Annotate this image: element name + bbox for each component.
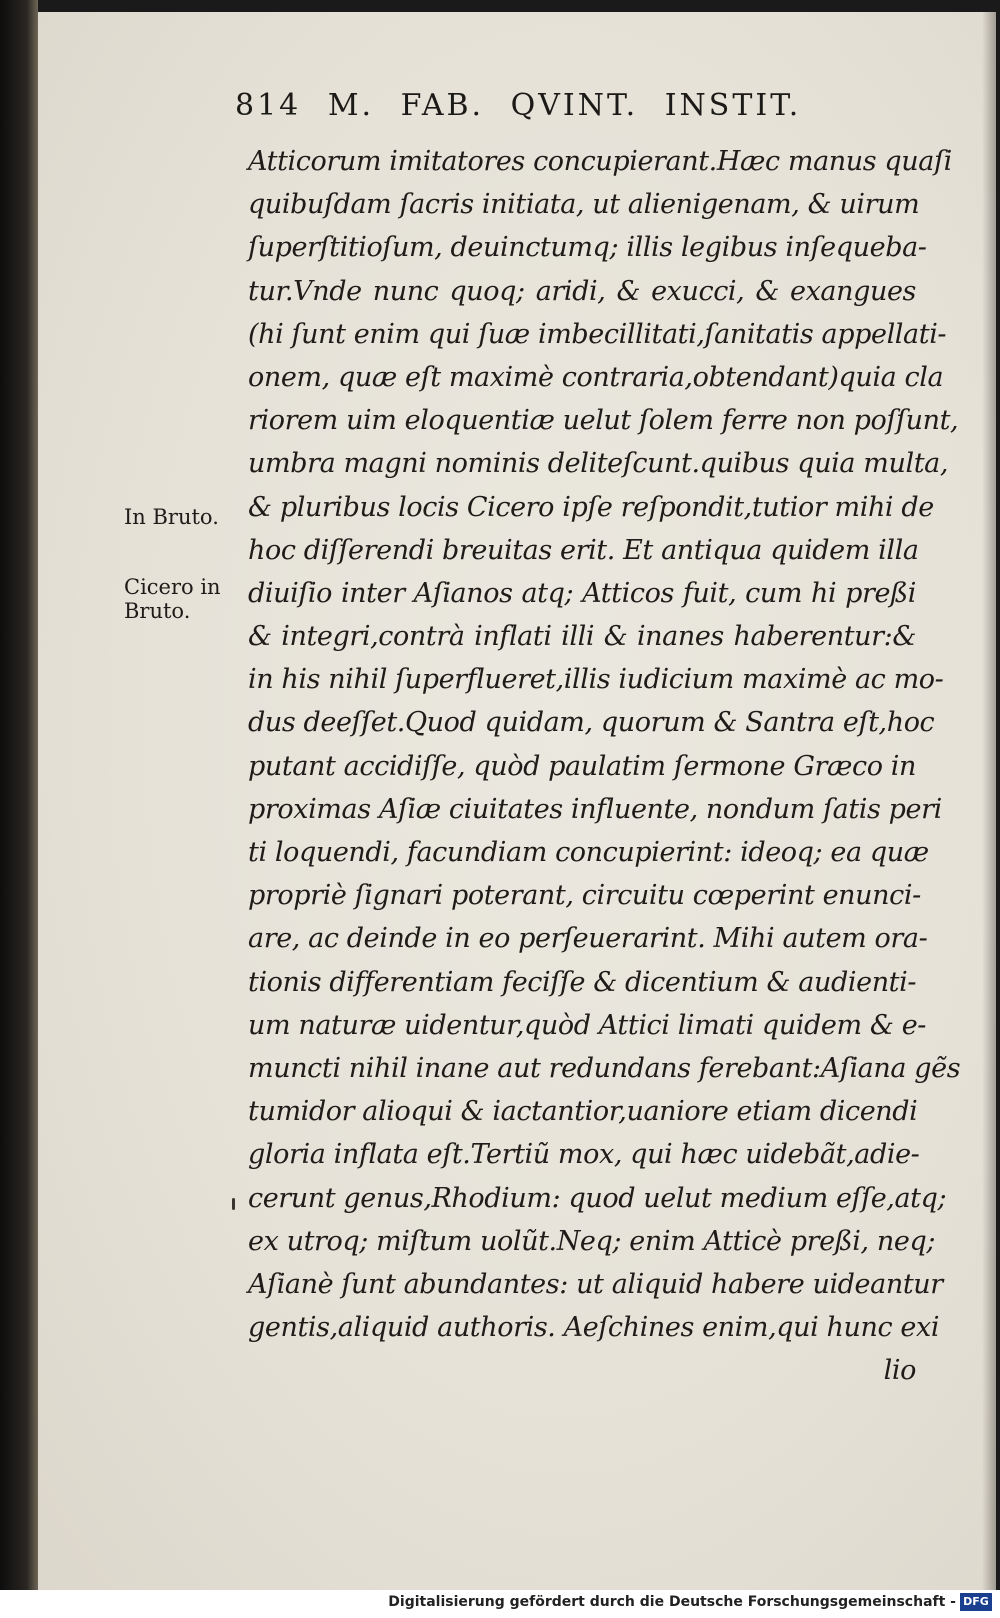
text-line: ſuperſtitioſum, deuinctumq; illis legibus inſequeba- — [248, 232, 927, 264]
text-line: propriè ſignari poterant, circuitu cœperint enunci- — [248, 880, 921, 912]
text-line: cerunt genus,Rhodium: quod uelut medium eſſe,atq; — [248, 1182, 947, 1214]
text-line: (hi ſunt enim qui ſuæ imbecillitati,ſanitatis appellati- — [248, 318, 947, 350]
page-edge-shadow — [982, 12, 996, 1590]
text-line: muncti nihil inane aut redundans ferebant:Aſiana gẽs — [248, 1052, 961, 1084]
text-line: gentis,aliquid authoris. Aeſchines enim,qui hunc exi — [248, 1312, 940, 1344]
ink-speck — [232, 1198, 235, 1210]
dfg-logo: DFG — [960, 1593, 992, 1611]
margin-note-text: Bruto. — [124, 599, 191, 623]
margin-note — [124, 575, 221, 623]
text-line: umbra magni nominis deliteſcunt.quibus quia multa, — [248, 448, 949, 480]
running-header — [235, 88, 875, 138]
text-line: in his nihil ſuperflueret,illis iudicium maximè ac mo- — [248, 664, 944, 696]
running-title-word: M. — [327, 88, 375, 123]
text-line: & integri,contrà inflati illi & inanes haberentur:& — [248, 621, 916, 653]
text-line: & pluribus locis Cicero ipſe reſpondit,tutior mihi de — [248, 491, 934, 523]
text-line: dus deeſſet.Quod quidam, quorum & Santra eſt,hoc — [248, 707, 935, 739]
margin-note-text: In Bruto. — [124, 505, 219, 529]
text-line: hoc diſſerendi breuitas erit. Et antiqua quidem illa — [248, 534, 919, 566]
margin-note-text: Cicero in — [124, 575, 221, 599]
margin-note — [124, 505, 219, 529]
running-title-word: INSTIT. — [664, 88, 802, 123]
text-line: quibuſdam ſacris initiata, ut alienigenam, & uirum — [248, 189, 920, 221]
footer-bar — [0, 1590, 1000, 1618]
running-title-word: FAB. — [400, 88, 485, 123]
running-title-word: QVINT. — [510, 88, 639, 123]
text-line: onem, quæ eſt maximè contraria,obtendant)quia cla — [248, 361, 944, 393]
text-line: putant accidiſſe, quòd paulatim ſermone Græco in — [248, 750, 916, 782]
text-line: tionis differentiam feciſſe & dicentium & audienti- — [248, 966, 917, 998]
text-line: are, ac deinde in eo perſeuerarint. Mihi autem ora- — [248, 923, 928, 955]
text-line: riorem uim eloquentiæ uelut ſolem ferre non poſſunt, — [248, 405, 959, 437]
catchword: lio — [883, 1355, 916, 1387]
text-line: Atticorum imitatores concupierant.Hæc manus quaſi — [248, 146, 952, 177]
text-line: diuiſio inter Aſianos atq; Atticos fuit, cum hi preßi — [248, 577, 916, 609]
text-line: tur.Vnde nunc quoq; aridi, & exucci, & exangues — [248, 275, 916, 307]
text-line: ex utroq; miſtum uolũt.Neq; enim Atticè preßi, neq; — [248, 1225, 936, 1257]
page-number: 814 — [235, 88, 302, 123]
text-line: Aſianè ſunt abundantes: ut aliquid habere uideantur — [248, 1268, 943, 1300]
digitization-credit: Digitalisierung gefördert durch die Deutsche Forschungsgemeinschaft - — [388, 1594, 956, 1610]
text-line: tumidor alioqui & iactantior,uaniore etiam dicendi — [248, 1096, 918, 1128]
book-spine-shadow — [0, 0, 38, 1590]
text-line: gloria inflata eſt.Tertiũ mox, qui hæc uidebãt,adie- — [248, 1139, 920, 1171]
body-text — [248, 140, 961, 1392]
text-line: ti loquendi, facundiam concupierint: ideoq; ea quæ — [248, 837, 929, 868]
text-line: proximas Aſiæ ciuitates influente, nondum ſatis peri — [248, 793, 942, 825]
text-line: um naturæ uidentur,quòd Attici limati quidem & e- — [248, 1009, 927, 1041]
